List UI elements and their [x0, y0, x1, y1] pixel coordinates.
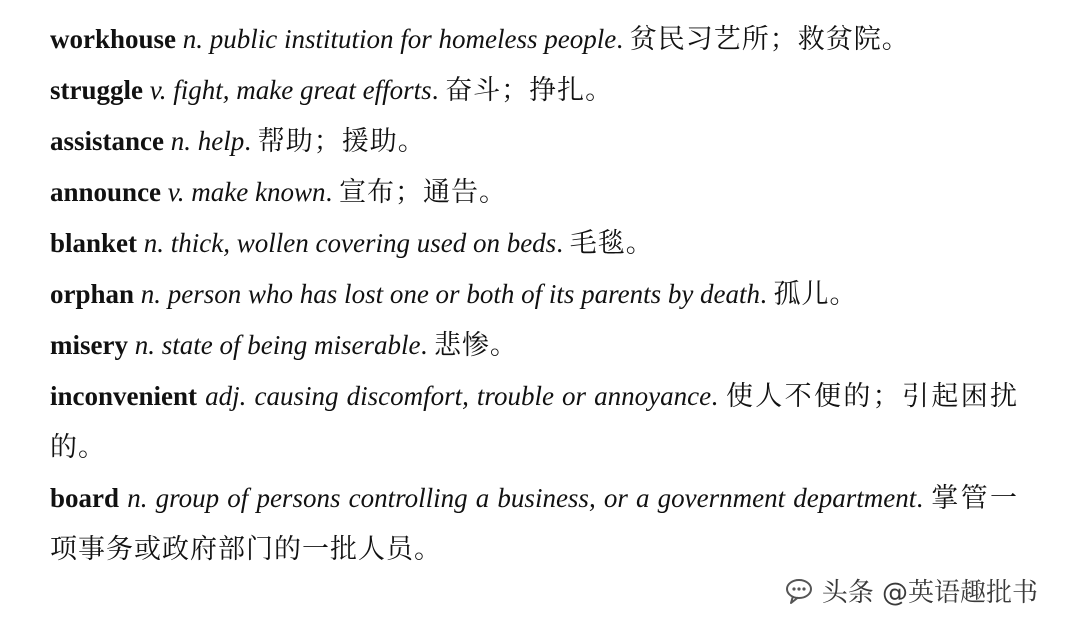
entry-blanket: blanket n. thick, wollen covering used on beds. 毛毯。 — [50, 228, 654, 258]
comment-bubble-icon — [784, 576, 814, 606]
definition: group of persons controlling a business, or a government department — [155, 483, 917, 513]
headword: workhouse — [50, 24, 177, 54]
chinese-translation: 奋斗；挣扎。 — [445, 75, 614, 105]
part-of-speech: n. — [182, 24, 204, 54]
entry-announce: announce v. make known. 宣布；通告。 — [50, 177, 507, 207]
chinese-translation: 宣布；通告。 — [339, 177, 507, 207]
part-of-speech: n. — [134, 330, 155, 360]
headword: announce — [50, 177, 162, 207]
headword: board — [50, 483, 120, 513]
part-of-speech: n. — [143, 228, 165, 258]
watermark — [778, 572, 1044, 609]
headword: inconvenient — [50, 381, 198, 411]
part-of-speech: n. — [140, 279, 162, 309]
part-of-speech: adj. — [205, 381, 247, 411]
watermark-text: 头条 @英语趣批书 — [821, 578, 1038, 608]
part-of-speech: n. — [170, 126, 191, 156]
chinese-translation: 贫民习艺所；救贫院。 — [629, 24, 910, 54]
definition: fight, make great efforts — [173, 75, 432, 105]
definition: person who has lost one or both of its parents by death — [167, 279, 761, 309]
definition: make known — [191, 177, 326, 207]
part-of-speech: v. — [167, 177, 185, 207]
entry-orphan: orphan n. person who has lost one or both of its parents by death. 孤儿。 — [50, 279, 858, 309]
definition: state of being miserable — [161, 330, 421, 360]
headword: blanket — [50, 228, 138, 258]
chinese-translation: 孤儿。 — [773, 279, 858, 309]
chinese-translation: 帮助；援助。 — [257, 126, 426, 156]
definition: public institution for homeless people — [209, 24, 617, 54]
entry-board: board n. group of persons controlling a business, or a government department. 掌管一项事务或政府部门的一批人员。 — [50, 483, 1019, 564]
definition: thick, wollen covering used on beds — [170, 228, 557, 258]
headword: struggle — [50, 75, 143, 105]
part-of-speech: v. — [149, 75, 167, 105]
chinese-translation: 使人不便的；引起困扰的。 — [50, 381, 1019, 462]
entry-workhouse: workhouse n. public institution for homeless people. 贫民习艺所；救贫院。 — [50, 24, 910, 54]
part-of-speech: n. — [127, 483, 148, 513]
entry-inconvenient: inconvenient adj. causing discomfort, trouble or annoyance. 使人不便的；引起困扰的。 — [50, 381, 1019, 462]
entry-assistance: assistance n. help. 帮助；援助。 — [50, 126, 426, 156]
definition: causing discomfort, trouble or annoyance — [254, 381, 712, 411]
headword: misery — [50, 330, 128, 360]
headword: orphan — [50, 279, 135, 309]
headword: assistance — [50, 126, 164, 156]
chinese-translation: 悲惨。 — [433, 330, 518, 360]
chinese-translation: 毛毯。 — [569, 228, 654, 258]
vocabulary-list — [50, 14, 1018, 575]
definition: help — [197, 126, 245, 156]
entry-misery: misery n. state of being miserable. 悲惨。 — [50, 330, 518, 360]
entry-struggle: struggle v. fight, make great efforts. 奋斗；挣扎。 — [50, 75, 614, 105]
chinese-translation: 掌管一项事务或政府部门的一批人员。 — [50, 483, 1019, 564]
